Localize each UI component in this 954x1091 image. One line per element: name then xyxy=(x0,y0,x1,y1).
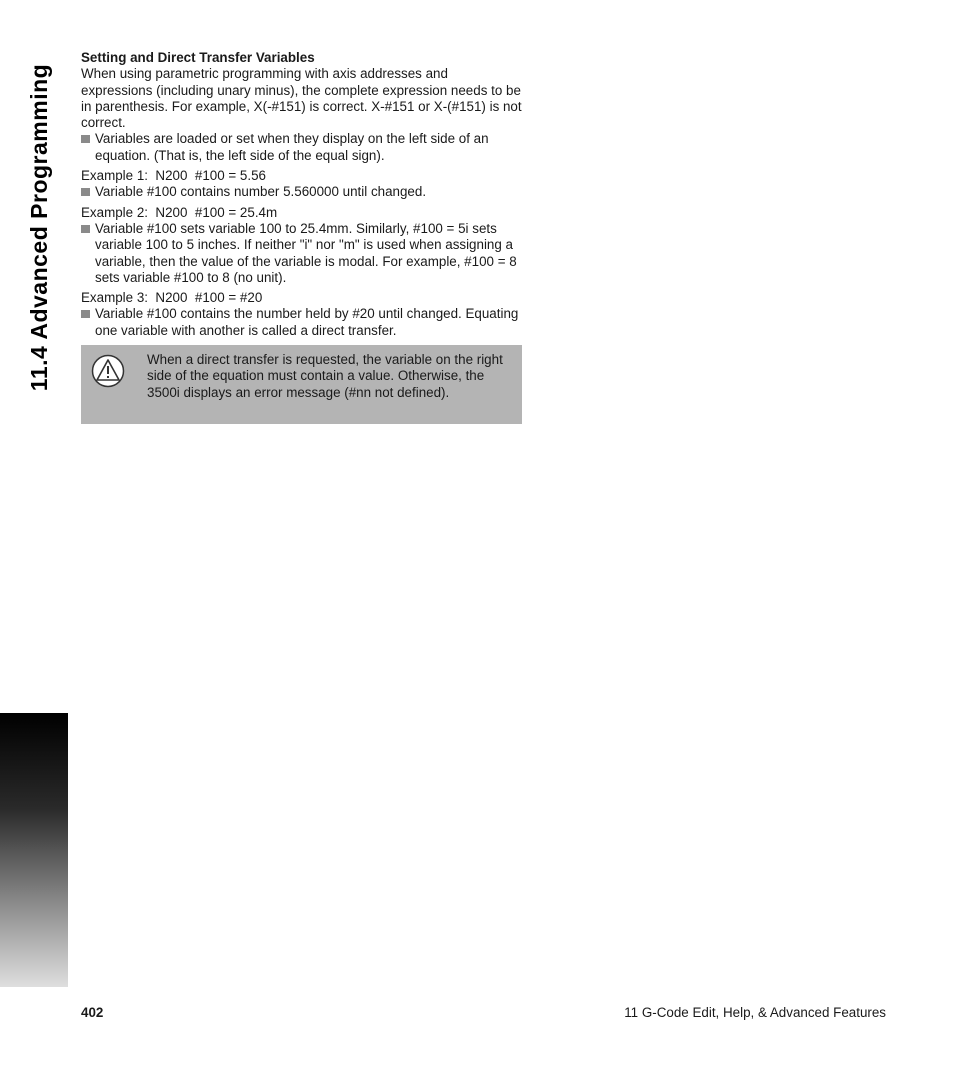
bullet-item xyxy=(81,184,522,200)
bullet-text: Variable #100 contains the number held by #20 until changed. Equating one variable with another is called a direct transfer. xyxy=(95,306,519,338)
bullet-item xyxy=(81,131,522,164)
main-content xyxy=(81,50,522,424)
example-line: Example 1: N200 #100 = 5.56 xyxy=(81,168,266,184)
example-line: Example 3: N200 #100 = #20 xyxy=(81,290,263,306)
bullet-text: Variable #100 sets variable 100 to 25.4mm. Similarly, #100 = 5i sets variable 100 to 5 inches. If neither "i" nor "m" is used when assigning a variable, then the value of the variable is modal. For example, #100 = 8 sets variable #100 to 8 (no unit). xyxy=(95,220,517,285)
bullet-item xyxy=(81,221,522,286)
bullet-square-icon xyxy=(81,188,90,196)
warning-note xyxy=(81,345,522,424)
example-line: Example 2: N200 #100 = 25.4m xyxy=(81,204,278,220)
side-section-title-text: 11.4 Advanced Programming xyxy=(26,63,53,392)
side-tab-gradient xyxy=(0,713,68,987)
intro-paragraph: When using parametric programming with axis addresses and expressions (including unary minus), the complete expression needs to be in parenthesis. For example, X(-#151) is correct. X-#151 or X-(#151) is not correct. xyxy=(81,66,522,131)
bullet-item xyxy=(81,306,522,339)
bullet-text: Variables are loaded or set when they display on the left side of an equation. (That is, the left side of the equal sign). xyxy=(95,131,489,163)
bullet-text: Variable #100 contains number 5.560000 until changed. xyxy=(95,184,427,200)
side-section-title xyxy=(20,50,60,405)
chapter-title: 11 G-Code Edit, Help, & Advanced Features xyxy=(624,1005,886,1020)
bullet-square-icon xyxy=(81,135,90,143)
warning-note-text: When a direct transfer is requested, the variable on the right side of the equation must contain a value. Otherwise, the 3500i displays an error message (#nn not defined). xyxy=(147,352,503,400)
warning-icon xyxy=(91,352,147,415)
section-heading: Setting and Direct Transfer Variables xyxy=(81,50,315,65)
page-number: 402 xyxy=(81,1005,104,1020)
bullet-square-icon xyxy=(81,310,90,318)
bullet-square-icon xyxy=(81,225,90,233)
